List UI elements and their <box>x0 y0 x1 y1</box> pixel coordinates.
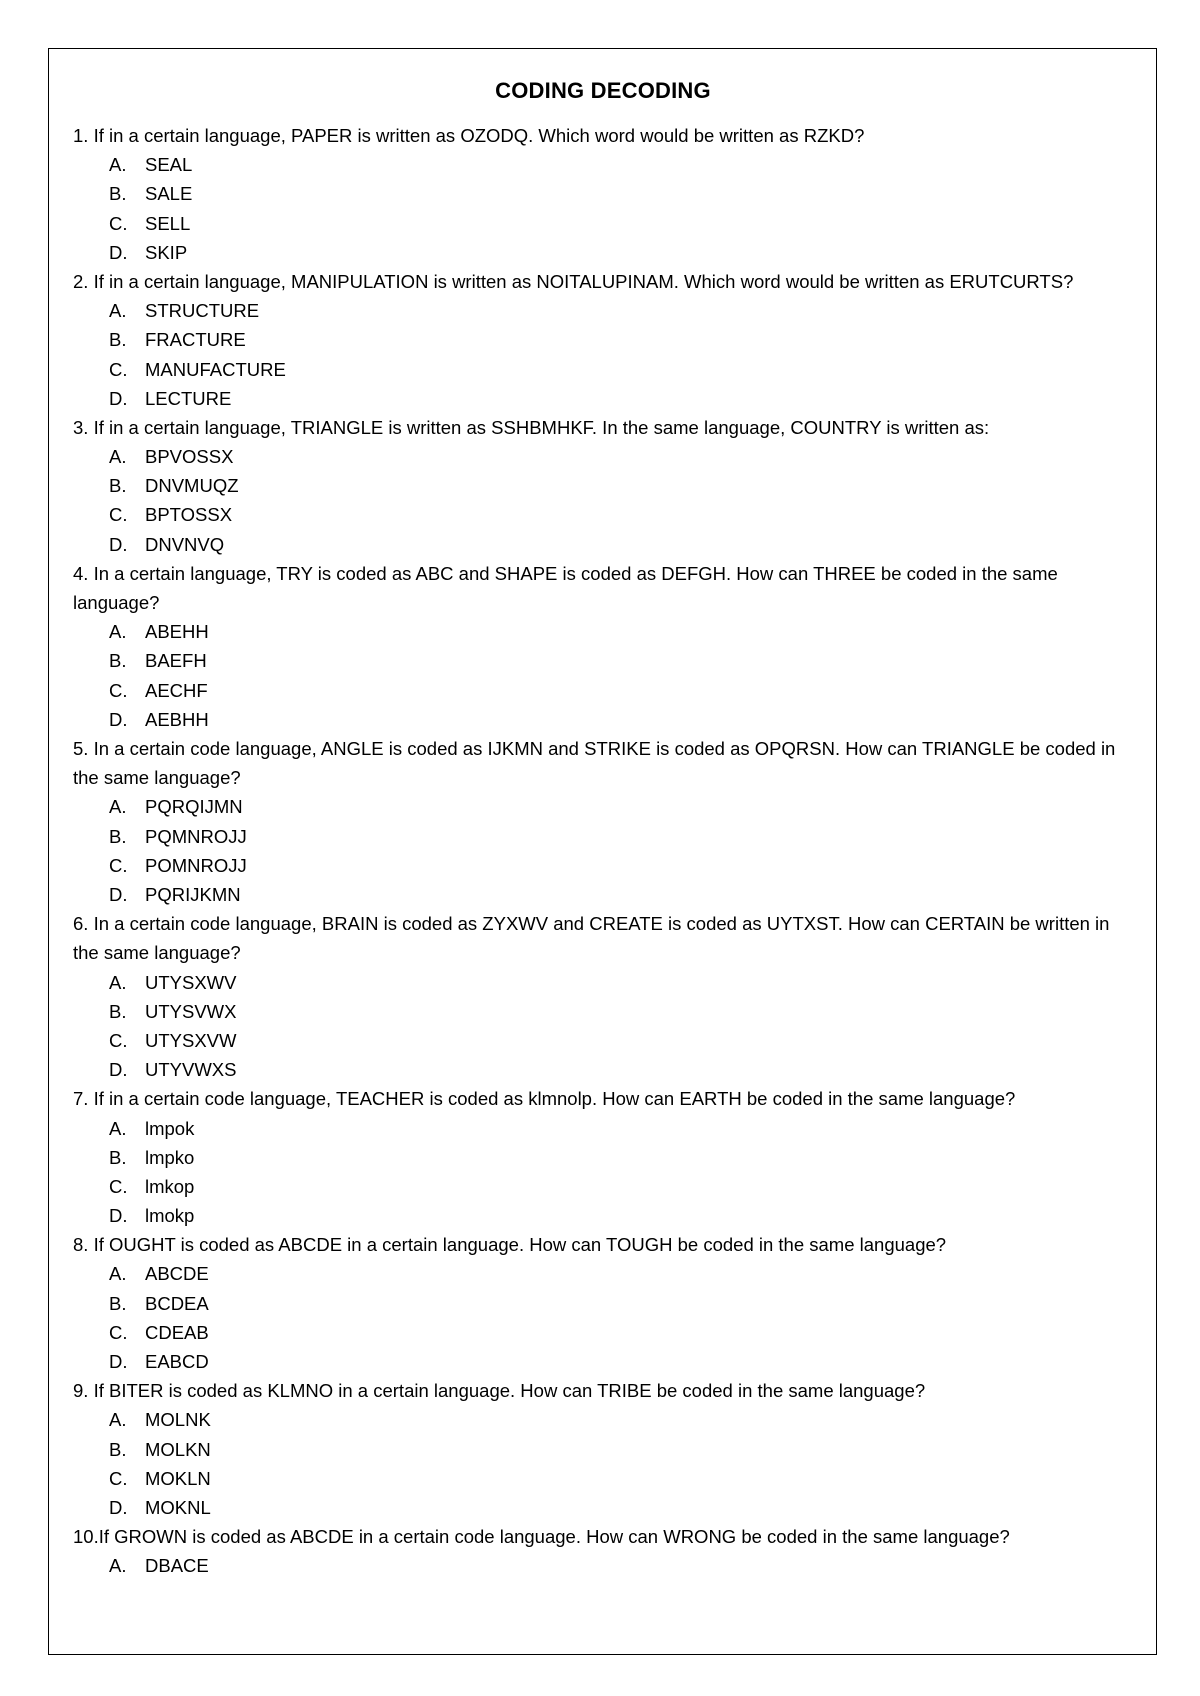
option-letter: B. <box>109 650 127 672</box>
option-text: STRUCTURE <box>145 300 260 322</box>
option-letter: B. <box>109 183 127 205</box>
question-text: 2. If in a certain language, MANIPULATION is written as NOITALUPINAM. Which word would be written as ERUTCURTS? <box>73 270 1074 292</box>
question-8 <box>73 1230 1133 1376</box>
option-letter: B. <box>109 1438 127 1460</box>
option-letter: C. <box>109 358 128 380</box>
option-item <box>73 617 1133 646</box>
option-list <box>73 150 1133 267</box>
option-item <box>73 676 1133 705</box>
option-item <box>73 968 1133 997</box>
option-item <box>73 442 1133 471</box>
question-text: 6. In a certain code language, BRAIN is coded as ZYXWV and CREATE is coded as UYTXST. How can CERTAIN be written in the same language? <box>73 913 1110 964</box>
option-text: MOKLN <box>145 1467 211 1489</box>
question-9 <box>73 1376 1133 1522</box>
option-text: BAEFH <box>145 650 207 672</box>
option-item <box>73 1464 1133 1493</box>
option-letter: A. <box>109 1117 127 1139</box>
option-letter: A. <box>109 796 127 818</box>
option-text: UTYSVWX <box>145 1000 237 1022</box>
option-item <box>73 822 1133 851</box>
option-text: DNVNVQ <box>145 533 225 555</box>
option-text: FRACTURE <box>145 329 246 351</box>
option-list <box>73 617 1133 734</box>
option-item <box>73 646 1133 675</box>
option-item <box>73 355 1133 384</box>
option-item <box>73 1551 1133 1580</box>
option-text: DBACE <box>145 1555 209 1577</box>
option-text: PQRQIJMN <box>145 796 243 818</box>
option-letter: D. <box>109 1497 128 1518</box>
option-letter: A. <box>109 300 127 322</box>
option-item <box>73 150 1133 179</box>
option-text: BPVOSSX <box>145 446 234 468</box>
option-item <box>73 1289 1133 1318</box>
option-item <box>73 179 1133 208</box>
option-item <box>73 792 1133 821</box>
option-letter: D. <box>109 387 128 409</box>
question-text: 8. If OUGHT is coded as ABCDE in a certain language. How can TOUGH be coded in the same language? <box>73 1234 947 1256</box>
document-title: CODING DECODING <box>495 78 711 103</box>
option-letter: A. <box>109 971 127 993</box>
option-letter: A. <box>109 446 127 468</box>
option-letter: B. <box>109 475 127 497</box>
option-letter: A. <box>109 621 127 643</box>
option-text: POMNROJJ <box>145 854 247 876</box>
option-item <box>73 1259 1133 1288</box>
option-letter: C. <box>109 854 128 876</box>
question-text: 5. In a certain code language, ANGLE is coded as IJKMN and STRIKE is coded as OPQRSN. How can TRIANGLE be coded in the same language? <box>73 738 1116 789</box>
option-list <box>73 442 1133 559</box>
option-text: UTYSXWV <box>145 971 237 993</box>
option-letter: D. <box>109 1059 128 1081</box>
option-item <box>73 209 1133 238</box>
option-item <box>73 1026 1133 1055</box>
option-text: MOLNK <box>145 1409 211 1431</box>
question-1 <box>73 121 1133 267</box>
option-letter: D. <box>109 1205 128 1227</box>
option-item <box>73 1201 1133 1230</box>
option-item <box>73 880 1133 909</box>
option-letter: B. <box>109 1292 127 1314</box>
option-list <box>73 1114 1133 1231</box>
option-text: AEBHH <box>145 708 209 730</box>
option-text: EABCD <box>145 1351 209 1373</box>
option-text: SEAL <box>145 154 193 176</box>
option-text: lmpko <box>145 1146 195 1168</box>
option-item <box>73 1114 1133 1143</box>
option-item <box>73 238 1133 267</box>
option-text: MOLKN <box>145 1438 211 1460</box>
question-7 <box>73 1084 1133 1230</box>
option-letter: C. <box>109 1175 128 1197</box>
option-list <box>73 1405 1133 1522</box>
option-item <box>73 384 1133 413</box>
option-letter: C. <box>109 1029 128 1051</box>
option-letter: C. <box>109 212 128 234</box>
option-item <box>73 530 1133 559</box>
option-text: SALE <box>145 183 193 205</box>
option-item <box>73 500 1133 529</box>
question-text: 4. In a certain language, TRY is coded as ABC and SHAPE is coded as DEFGH. How can THREE be coded in the same language? <box>73 562 1058 614</box>
question-6 <box>73 909 1133 1084</box>
option-letter: B. <box>109 825 127 847</box>
option-item <box>73 705 1133 734</box>
option-text: MANUFACTURE <box>145 358 286 380</box>
option-item <box>73 1055 1133 1084</box>
option-letter: D. <box>109 533 128 555</box>
question-10 <box>73 1522 1133 1580</box>
option-text: SKIP <box>145 241 188 263</box>
option-letter: A. <box>109 1409 127 1431</box>
option-list <box>73 968 1133 1085</box>
option-list <box>73 792 1133 909</box>
option-text: BPTOSSX <box>145 504 233 526</box>
option-item <box>73 1347 1133 1376</box>
option-text: MOKNL <box>145 1497 211 1518</box>
option-text: UTYVWXS <box>145 1059 237 1081</box>
option-text: AECHF <box>145 679 208 701</box>
option-text: DNVMUQZ <box>145 475 239 497</box>
question-5 <box>73 734 1133 909</box>
question-4 <box>73 559 1133 734</box>
option-text: ABEHH <box>145 621 209 643</box>
option-letter: C. <box>109 1467 128 1489</box>
option-item <box>73 1143 1133 1172</box>
option-item <box>73 1405 1133 1434</box>
question-text: 1. If in a certain language, PAPER is written as OZODQ. Which word would be written as RZKD? <box>73 125 865 146</box>
option-letter: D. <box>109 708 128 730</box>
option-letter: D. <box>109 883 128 905</box>
option-list <box>73 296 1133 413</box>
option-letter: D. <box>109 241 128 263</box>
option-item <box>73 1172 1133 1201</box>
option-item <box>73 997 1133 1026</box>
option-text: LECTURE <box>145 387 232 409</box>
option-item <box>73 851 1133 880</box>
option-text: SELL <box>145 212 191 234</box>
option-item <box>73 325 1133 354</box>
question-2 <box>73 267 1133 413</box>
question-3 <box>73 413 1133 559</box>
option-list <box>73 1551 1133 1580</box>
option-text: CDEAB <box>145 1321 209 1343</box>
option-item <box>73 296 1133 325</box>
option-text: PQRIJKMN <box>145 883 241 905</box>
option-letter: B. <box>109 1000 127 1022</box>
option-letter: A. <box>109 1555 127 1577</box>
question-text: 3. If in a certain language, TRIANGLE is written as SSHBMHKF. In the same language, COUNTRY is written as: <box>73 416 990 438</box>
option-letter: A. <box>109 154 127 176</box>
option-letter: C. <box>109 1321 128 1343</box>
document-body <box>73 74 1133 1581</box>
question-text: 7. If in a certain code language, TEACHER is coded as klmnolp. How can EARTH be coded in the same language? <box>73 1088 1016 1110</box>
option-text: UTYSXVW <box>145 1029 237 1051</box>
option-letter: B. <box>109 1146 127 1168</box>
question-text: 9. If BITER is coded as KLMNO in a certain language. How can TRIBE be coded in the same language? <box>73 1380 926 1402</box>
option-letter: B. <box>109 329 127 351</box>
question-list <box>73 121 1133 1581</box>
option-letter: A. <box>109 1263 127 1285</box>
option-item <box>73 1493 1133 1522</box>
question-text: 10.If GROWN is coded as ABCDE in a certain code language. How can WRONG be coded in the same language? <box>73 1526 1010 1548</box>
option-item <box>73 1435 1133 1464</box>
option-item <box>73 471 1133 500</box>
option-letter: C. <box>109 679 128 701</box>
option-text: BCDEA <box>145 1292 209 1314</box>
option-letter: D. <box>109 1351 128 1373</box>
option-text: ABCDE <box>145 1263 209 1285</box>
option-text: PQMNROJJ <box>145 825 247 847</box>
option-item <box>73 1318 1133 1347</box>
option-text: lmpok <box>145 1117 195 1139</box>
option-letter: C. <box>109 504 128 526</box>
option-text: lmkop <box>145 1175 195 1197</box>
option-text: lmokp <box>145 1205 195 1227</box>
option-list <box>73 1259 1133 1376</box>
